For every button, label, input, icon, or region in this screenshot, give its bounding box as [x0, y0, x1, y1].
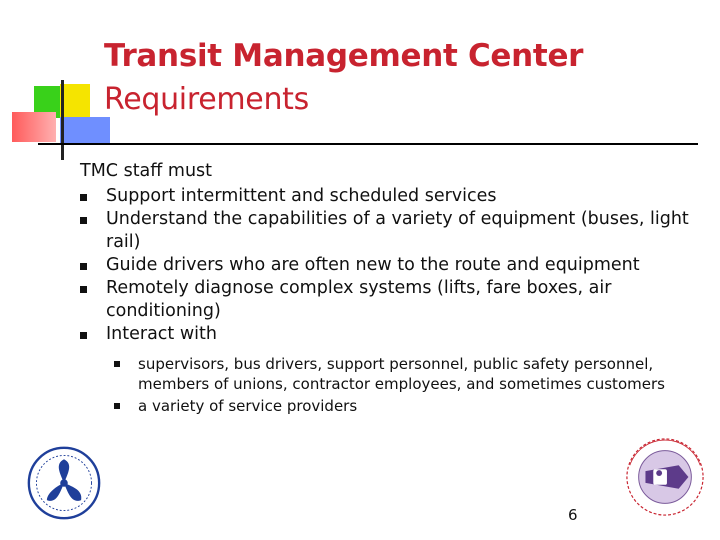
page-number: 6: [568, 506, 578, 524]
title-divider: [38, 143, 698, 145]
decor-blue-square: [60, 117, 110, 144]
bullet-text: Understand the capabilities of a variety of equipment (buses, light rail): [106, 209, 689, 252]
bullet-item: [80, 185, 710, 208]
sub-bullet-list: [80, 354, 710, 416]
sub-bullet-item: [80, 354, 710, 394]
bullet-text: Interact with: [106, 324, 217, 344]
sub-bullet-item: [80, 396, 710, 416]
square-bullet-icon: [80, 194, 87, 201]
decor-red-square: [12, 112, 56, 142]
bullet-item: [80, 254, 710, 277]
bullet-text: Guide drivers who are often new to the route and equipment: [106, 255, 640, 275]
sub-bullet-text: supervisors, bus drivers, support personnel, public safety personnel, members of unions, contractor employees, and sometimes customers: [138, 355, 665, 393]
square-bullet-icon: [80, 332, 87, 339]
volpe-center-logo-icon: [624, 436, 706, 518]
decor-yellow-square: [60, 84, 90, 117]
square-bullet-icon: [80, 217, 87, 224]
bullet-item: [80, 323, 710, 346]
square-bullet-icon: [80, 286, 87, 293]
bullet-text: Support intermittent and scheduled services: [106, 186, 497, 206]
dot-logo-icon: [26, 445, 102, 521]
slide-subtitle: Requirements: [104, 82, 309, 117]
square-bullet-icon: [114, 361, 120, 367]
slide-title: Transit Management Center: [104, 38, 584, 74]
bullet-text: Remotely diagnose complex systems (lifts, fare boxes, air conditioning): [106, 278, 612, 321]
sub-bullet-text: a variety of service providers: [138, 397, 358, 415]
decor-vertical-line: [61, 80, 64, 160]
bullet-item: [80, 208, 710, 254]
square-bullet-icon: [80, 263, 87, 270]
lead-text: TMC staff must: [80, 161, 213, 181]
square-bullet-icon: [114, 403, 120, 409]
bullet-item: [80, 277, 710, 323]
slide-body: [80, 160, 710, 416]
